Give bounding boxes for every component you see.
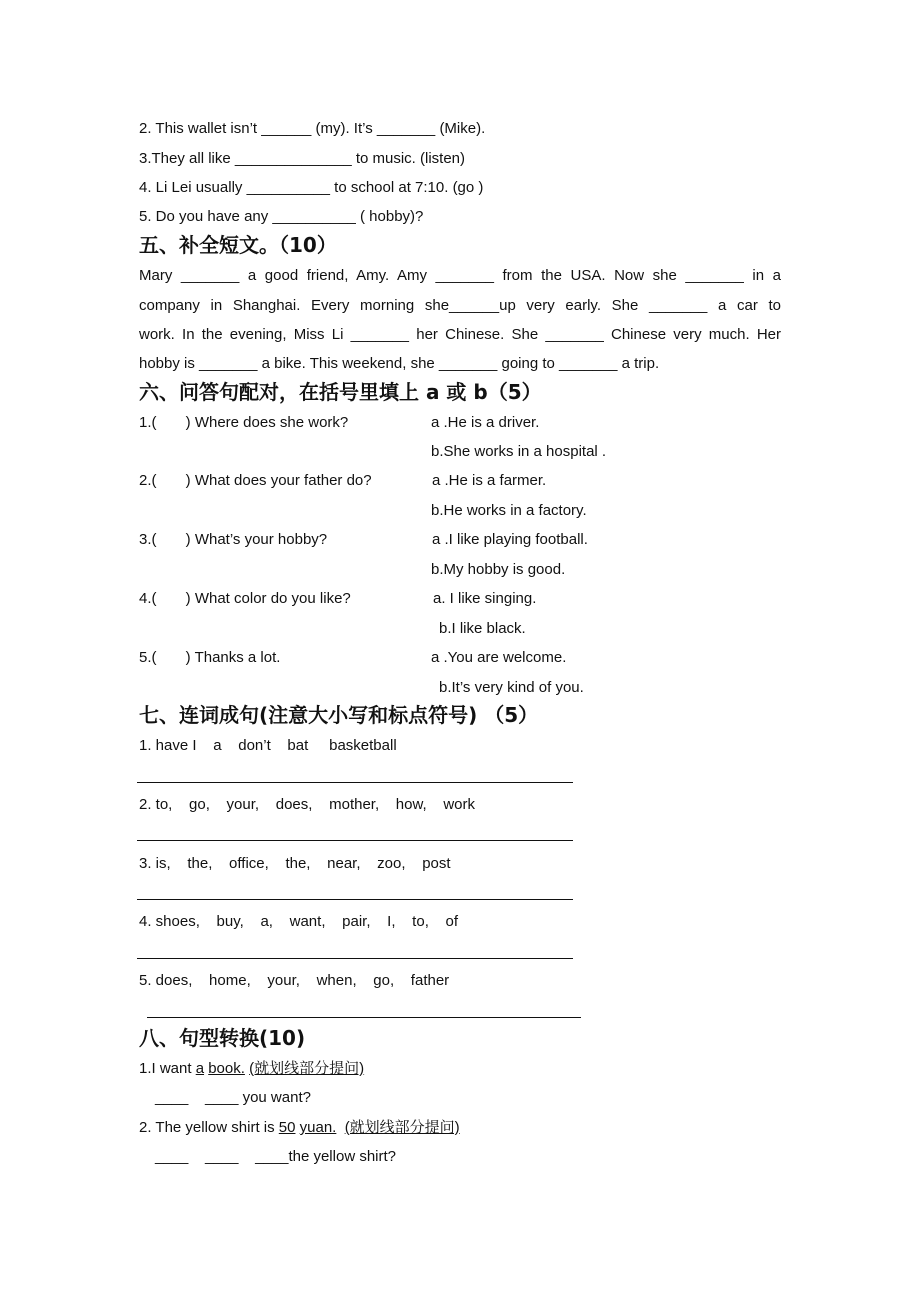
word-order-item-5: 5. does, home, your, when, go, father xyxy=(139,972,450,989)
word-order-item-1: 1. have I a don’t bat basketball xyxy=(139,737,397,754)
fill-item-2: 2. This wallet isn’t ______ (my). It’s _______ (Mike). xyxy=(139,120,486,137)
section6-title: 六、问答句配对，在括号里填上 a 或 b（5） xyxy=(139,380,542,404)
match-answer-1b: b.She works in a hospital . xyxy=(431,443,607,460)
section7-title: 七、连词成句(注意大小写和标点符号) （5） xyxy=(139,703,539,727)
match-answer-5a: a .You are welcome. xyxy=(431,649,567,666)
transform-answer-1: ____ ____ you want? xyxy=(155,1089,311,1106)
instruction-note: (就划线部分提问) xyxy=(249,1060,365,1077)
word-order-item-3: 3. is, the, office, the, near, zoo, post xyxy=(139,855,451,872)
transform-item-1: 1.I want a book. (就划线部分提问) xyxy=(139,1060,365,1077)
underlined-word: a xyxy=(195,1060,205,1077)
match-answer-4a: a. I like singing. xyxy=(433,590,537,607)
answer-line xyxy=(137,958,573,959)
transform-item-2: 2. The yellow shirt is 50 yuan. (就划线部分提问) xyxy=(139,1119,460,1136)
transform-answer-2: ____ ____ ____the yellow shirt? xyxy=(155,1148,396,1165)
answer-line xyxy=(147,1017,581,1018)
match-answer-2b: b.He works in a factory. xyxy=(431,502,587,519)
match-question-4: 4.( ) What color do you like? xyxy=(139,590,351,607)
underlined-word: 50 xyxy=(278,1119,296,1136)
match-question-5: 5.( ) Thanks a lot. xyxy=(139,649,281,666)
fill-item-3: 3.They all like ______________ to music. (listen) xyxy=(139,150,466,167)
word-order-item-4: 4. shoes, buy, a, want, pair, I, to, of xyxy=(139,913,459,930)
match-answer-3a: a .I like playing football. xyxy=(432,531,588,548)
match-answer-4b: b.I like black. xyxy=(439,620,526,637)
match-question-2: 2.( ) What does your father do? xyxy=(139,472,372,489)
word-order-item-2: 2. to, go, your, does, mother, how, work xyxy=(139,796,475,813)
match-question-1: 1.( ) Where does she work? xyxy=(139,414,349,431)
match-answer-5b: b.It’s very kind of you. xyxy=(439,679,584,696)
section8-title: 八、句型转换(10) xyxy=(139,1026,306,1050)
match-answer-1a: a .He is a driver. xyxy=(431,414,540,431)
section5-title: 五、补全短文。（10） xyxy=(139,233,337,257)
passage-line: hobby is _______ a bike. This weekend, she _______ going to _______ a trip. xyxy=(139,355,660,372)
passage-line: company in Shanghai. Every morning she______up very early. She _______ a car to xyxy=(139,297,781,314)
underlined-word: book. xyxy=(208,1060,245,1077)
passage-line: work. In the evening, Miss Li _______ her Chinese. She _______ Chinese very much. Her xyxy=(139,326,781,343)
fill-item-4: 4. Li Lei usually __________ to school at 7:10. (go ) xyxy=(139,179,484,196)
match-question-3: 3.( ) What’s your hobby? xyxy=(139,531,328,548)
match-answer-2a: a .He is a farmer. xyxy=(432,472,547,489)
answer-line xyxy=(137,899,573,900)
underlined-word: yuan. xyxy=(299,1119,337,1136)
passage-line: Mary _______ a good friend, Amy. Amy _______ from the USA. Now she _______ in a xyxy=(139,267,781,284)
answer-line xyxy=(137,782,573,783)
match-answer-3b: b.My hobby is good. xyxy=(431,561,566,578)
fill-item-5: 5. Do you have any __________ ( hobby)? xyxy=(139,208,424,225)
instruction-note: (就划线部分提问) xyxy=(344,1119,460,1136)
answer-line xyxy=(137,840,573,841)
